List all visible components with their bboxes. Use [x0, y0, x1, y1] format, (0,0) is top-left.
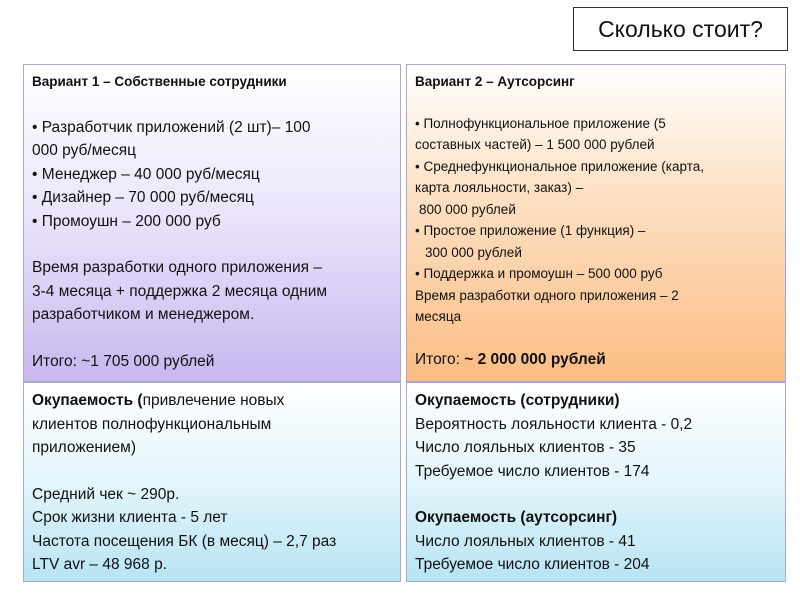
payback2-staff-line: Число лояльных клиентов - 35	[415, 439, 636, 456]
variant2-panel	[406, 64, 786, 382]
variant2-total-label: Итого:	[415, 350, 465, 368]
variant1-time: Время разработки одного приложения –	[32, 259, 322, 276]
variant2-total	[415, 348, 777, 372]
variant2-heading: Вариант 2 – Аутсорсинг	[415, 74, 575, 89]
variant1-item: • Менеджер – 40 000 руб/месяц	[32, 165, 260, 183]
variant2-item: 800 000 рублей	[419, 201, 516, 217]
variant2-item: • Простое приложение (1 функция) –	[415, 223, 646, 238]
variant2-item: 300 000 рублей	[425, 244, 522, 260]
variant1-total: Итого: ~1 705 000 рублей	[32, 352, 215, 370]
variant2-total-value: ~ 2 000 000 рублей	[464, 350, 606, 368]
payback1-stat: Срок жизни клиента - 5 лет	[32, 509, 228, 526]
slide-title: Сколько стоит?	[573, 7, 788, 51]
variant1-item: • Промоушн – 200 000 руб	[32, 212, 221, 230]
variant1-item: • Дизайнер – 70 000 руб/месяц	[32, 189, 254, 206]
payback2-staff-line: Требуемое число клиентов - 174	[415, 462, 650, 480]
payback1-stat: LTV avr – 48 968 р.	[32, 556, 167, 573]
payback2-outsource-heading: Окупаемость (аутсорсинг)	[415, 509, 618, 526]
payback1-stat: Частота посещения БК (в месяц) – 2,7 раз	[32, 532, 337, 550]
payback2-panel	[406, 382, 786, 582]
payback1-heading-rest: привлечение новых	[142, 392, 285, 409]
payback1-heading-bold: Окупаемость (	[32, 392, 143, 409]
payback1-line: приложением)	[32, 439, 136, 456]
payback1-heading	[32, 389, 392, 413]
variant1-item: 000 руб/месяц	[32, 142, 137, 159]
variant2-item: • Среднефункциональное приложение (карта,	[415, 158, 704, 174]
variant2-time: месяца	[415, 309, 462, 324]
variant2-item: • Полнофункциональное приложение (5	[415, 115, 666, 131]
payback2-staff-heading: Окупаемость (сотрудники)	[415, 392, 620, 409]
payback2-outsource-line: Требуемое число клиентов - 204	[415, 556, 650, 573]
variant2-time: Время разработки одного приложения – 2	[415, 287, 679, 303]
payback1-line: клиентов полнофункциональным	[32, 415, 272, 433]
variant1-heading: Вариант 1 – Собственные сотрудники	[32, 74, 287, 89]
variant1-time: 3-4 месяца + поддержка 2 месяца одним	[32, 282, 328, 300]
variant2-item: • Поддержка и промоушн – 500 000 руб	[415, 266, 663, 281]
payback1-panel	[23, 382, 401, 582]
variant1-item: • Разработчик приложений (2 шт)– 100	[32, 118, 311, 136]
payback2-staff-line: Вероятность лояльности клиента - 0,2	[415, 415, 693, 433]
payback2-outsource-line: Число лояльных клиентов - 41	[415, 532, 636, 550]
variant1-panel	[23, 64, 401, 382]
variant1-time: разработчиком и менеджером.	[32, 306, 255, 323]
variant2-item: составных частей) – 1 500 000 рублей	[415, 137, 655, 152]
payback1-stat: Средний чек ~ 290р.	[32, 485, 180, 503]
variant2-item: карта лояльности, заказ) –	[415, 180, 584, 195]
